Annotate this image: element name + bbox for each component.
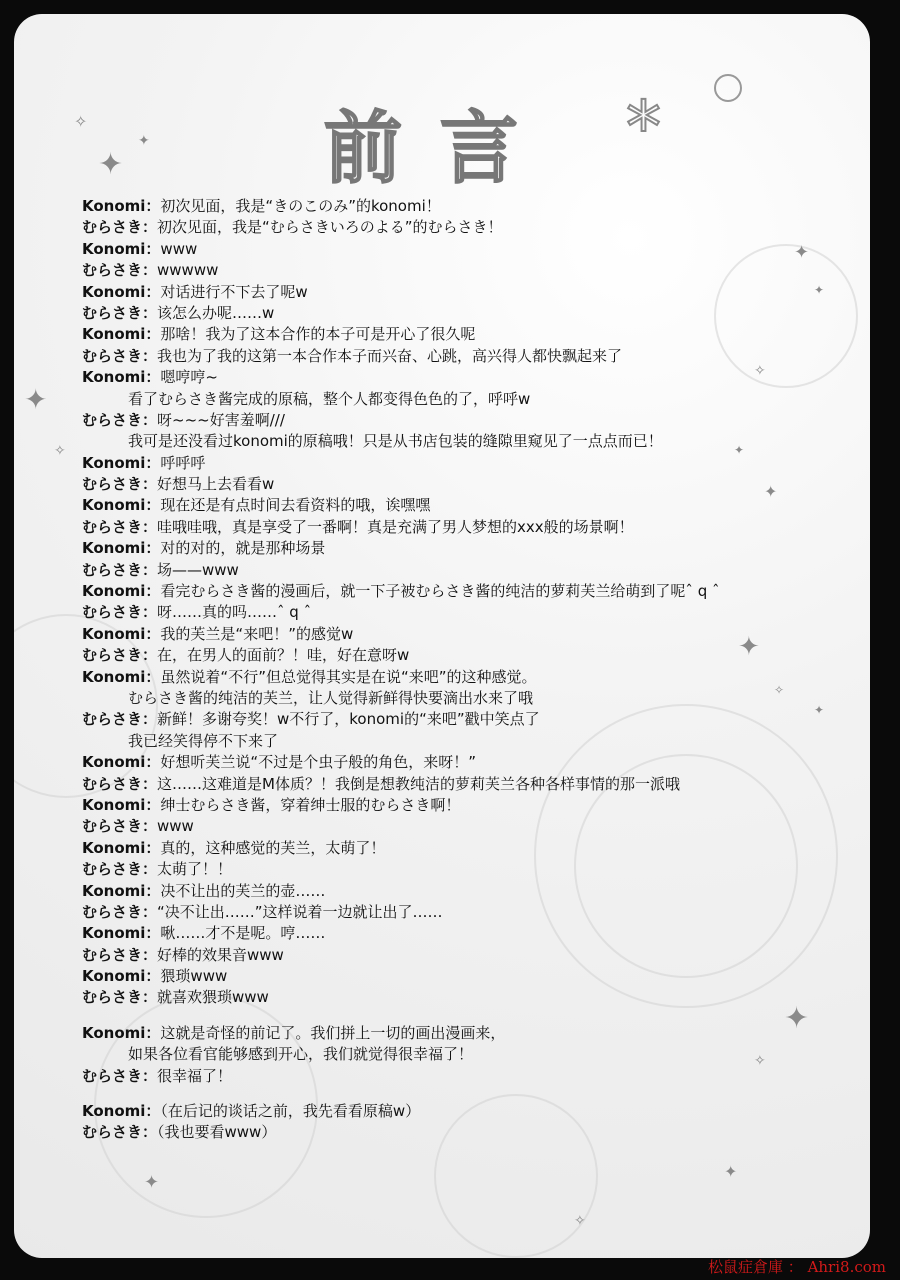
dialogue-text: むらさき酱的纯洁的芙兰，让人觉得新鲜得快要滴出水来了哦 <box>128 688 534 707</box>
dialogue-line <box>82 624 802 645</box>
speaker-label: Konomi： <box>82 753 161 772</box>
dialogue-text: 初次见面，我是“きのこのみ”的konomi！ <box>160 197 441 215</box>
speaker-label: Konomi： <box>82 496 161 515</box>
dialogue-text: 呀……真的吗……ˆ q ˆ <box>157 603 312 622</box>
dialogue-text: 决不让出的芙兰的壶…… <box>160 881 326 900</box>
dialogue-text: 就喜欢猥琐www <box>157 988 269 1007</box>
speaker-label: むらさき： <box>82 218 158 237</box>
speaker-label: Konomi： <box>82 624 161 643</box>
dialogue-text: 很幸福了！ <box>157 1066 233 1085</box>
speaker-label: Konomi： <box>82 838 161 857</box>
dialogue-line <box>82 303 802 324</box>
sparkle-icon: ✧ <box>74 112 88 131</box>
sparkle-icon: ✧ <box>574 1213 586 1229</box>
dialogue-line <box>82 795 802 816</box>
dialogue-text: “决不让出……”这样说着一边就让出了…… <box>157 902 443 921</box>
sparkle-icon: ✦ <box>144 1172 160 1193</box>
dialogue-text: 我可是还没看过konomi的原稿哦！只是从书店包装的缝隙里窥见了一点点而已！ <box>128 432 663 451</box>
speaker-label: Konomi： <box>82 239 161 258</box>
dialogue-line <box>82 346 802 367</box>
dialogue-line <box>82 1066 802 1087</box>
dialogue-line <box>82 966 802 987</box>
dialogue-line <box>82 1122 802 1143</box>
speaker-label: むらさき： <box>82 1066 158 1085</box>
sparkle-icon: ✦ <box>814 703 825 717</box>
dialogue-line <box>82 260 802 281</box>
ring-icon <box>714 74 742 102</box>
dialogue-text: 虽然说着“不行”但总觉得其实是在说“来吧”的这种感觉。 <box>160 667 537 686</box>
sparkle-icon: ✦ <box>24 383 48 416</box>
speaker-label: むらさき： <box>82 646 158 665</box>
dialogue-line <box>82 774 802 795</box>
dialogue-text: 那啥！我为了这本合作的本子可是开心了很久呢 <box>160 325 476 344</box>
speaker-label: むらさき： <box>82 860 158 879</box>
dialogue-text: 看了むらさき酱完成的原稿，整个人都变得色色的了，呼呼w <box>128 389 531 408</box>
speaker-label: むらさき： <box>82 945 158 964</box>
dialogue-text: wwwww <box>157 261 219 280</box>
dialogue-text: 对话进行不下去了呢w <box>160 282 308 301</box>
sparkle-icon: ✦ <box>98 147 124 182</box>
sparkle-icon: ✦ <box>724 1162 738 1181</box>
dialogue-line <box>82 688 802 709</box>
star-icon: * <box>626 86 661 168</box>
dialogue-line <box>82 560 802 581</box>
dialogue-line <box>82 667 802 688</box>
speaker-label: むらさき： <box>82 346 158 365</box>
speaker-label: むらさき： <box>82 774 158 793</box>
sparkle-icon: ✧ <box>754 1053 766 1069</box>
dialogue-text: 好想马上去看看w <box>157 475 275 494</box>
dialogue-text: 该怎么办呢……w <box>157 303 275 322</box>
dialogue-line <box>82 581 802 602</box>
speaker-label: むらさき： <box>82 902 158 921</box>
dialogue-text: 好棒的效果音www <box>157 945 284 964</box>
sparkle-icon: ✧ <box>54 443 66 459</box>
dialogue-line <box>82 816 802 837</box>
speaker-label: むらさき： <box>82 410 158 429</box>
dialogue-text: 哇哦哇哦，真是享受了一番啊！真是充满了男人梦想的xxx般的场景啊！ <box>157 517 634 536</box>
dialogue-line <box>82 324 802 345</box>
dialogue-text: （在后记的谈话之前，我先看看原稿w） <box>160 1102 421 1121</box>
sparkle-icon: ✦ <box>814 283 825 297</box>
dialogue-text: 现在还是有点时间去看资料的哦，诶嘿嘿 <box>160 496 431 515</box>
dialogue-text: 对的对的，就是那种场景 <box>160 539 326 558</box>
speaker-label: Konomi： <box>82 924 161 943</box>
speaker-label: むらさき： <box>82 817 158 836</box>
page-title: 前言 <box>324 103 557 194</box>
speaker-label: Konomi： <box>82 582 161 601</box>
dialogue-text: 啾……才不是呢。哼…… <box>160 924 326 943</box>
dialogue-line <box>82 902 802 923</box>
speaker-label: むらさき： <box>82 517 158 536</box>
dialogue-line <box>82 1101 802 1122</box>
paragraph-gap <box>82 1087 802 1101</box>
dialogue-line <box>82 859 802 880</box>
sparkle-icon: ✧ <box>774 683 785 697</box>
dialogue-text: 新鲜！多谢夸奖！w不行了，konomi的“来吧”戳中笑点了 <box>157 710 540 729</box>
speaker-label: Konomi： <box>82 1102 161 1121</box>
dialogue-line <box>82 987 802 1008</box>
dialogue-text: www <box>157 817 194 836</box>
dialogue-text: 呀~~~好害羞啊/// <box>157 410 285 429</box>
dialogue-line <box>82 517 802 538</box>
dialogue-line <box>82 538 802 559</box>
dialogue-line <box>82 923 802 944</box>
dialogue-line <box>82 196 802 217</box>
dialogue-list <box>82 196 802 1144</box>
dialogue-line <box>82 945 802 966</box>
dialogue-line <box>82 389 802 410</box>
dialogue-text: （我也要看www） <box>157 1123 277 1142</box>
dialogue-line <box>82 838 802 859</box>
dialogue-line <box>82 645 802 666</box>
dialogue-line <box>82 602 802 623</box>
speaker-label: Konomi： <box>82 967 161 986</box>
dialogue-text: 真的，这种感觉的芙兰，太萌了！ <box>160 838 386 857</box>
dialogue-text: 如果各位看官能够感到开心，我们就觉得很幸福了！ <box>128 1045 474 1064</box>
sparkle-icon: ✦ <box>764 482 778 501</box>
dialogue-line <box>82 1023 802 1044</box>
speaker-label: むらさき： <box>82 475 158 494</box>
speaker-label: むらさき： <box>82 710 158 729</box>
dialogue-text: 太萌了！！ <box>157 860 233 879</box>
dialogue-line <box>82 1044 802 1065</box>
dialogue-line <box>82 709 802 730</box>
speaker-label: Konomi： <box>82 325 161 344</box>
watermark: 松鼠症倉庫 ： Ahri8.com <box>708 1258 886 1276</box>
dialogue-text: 看完むらさき酱的漫画后，就一下子被むらさき酱的纯洁的萝莉芙兰给萌到了呢ˆ q ˆ <box>160 582 720 601</box>
sparkle-icon: ✧ <box>754 363 766 379</box>
dialogue-text: 绅士むらさき酱，穿着绅士服的むらさき啊！ <box>160 795 461 814</box>
speaker-label: Konomi： <box>82 795 161 814</box>
dialogue-text: 呼呼呼 <box>160 453 206 472</box>
dialogue-text: www <box>160 239 198 258</box>
speaker-label: Konomi： <box>82 368 161 387</box>
dialogue-text: 这就是奇怪的前记了。我们拼上一切的画出漫画来， <box>160 1023 506 1042</box>
dialogue-line <box>82 474 802 495</box>
speaker-label: Konomi： <box>82 1023 161 1042</box>
dialogue-line <box>82 410 802 431</box>
dialogue-line <box>82 431 802 452</box>
speaker-label: Konomi： <box>82 881 161 900</box>
speaker-label: むらさき： <box>82 1123 158 1142</box>
dialogue-line <box>82 367 802 388</box>
dialogue-text: 我已经笑得停不下来了 <box>128 731 279 750</box>
dialogue-text: 在，在男人的面前？！哇，好在意呀w <box>157 646 410 665</box>
speaker-label: Konomi： <box>82 453 161 472</box>
sparkle-icon: ✦ <box>734 443 745 457</box>
speaker-label: Konomi： <box>82 667 161 686</box>
speaker-label: Konomi： <box>82 539 161 558</box>
sparkle-icon: ✦ <box>784 1001 810 1036</box>
dialogue-line <box>82 731 802 752</box>
dialogue-text: 好想听芙兰说“不过是个虫子般的角色，来呀！” <box>160 753 476 772</box>
dialogue-line <box>82 453 802 474</box>
dialogue-text: 我也为了我的这第一本合作本子而兴奋、心跳，高兴得人都快飘起来了 <box>157 346 623 365</box>
sparkle-icon: ✦ <box>738 632 760 662</box>
speaker-label: Konomi： <box>82 282 161 301</box>
speaker-label: むらさき： <box>82 988 158 1007</box>
dialogue-text: 这……这难道是M体质？！我倒是想教纯洁的萝莉芙兰各种各样事情的那一派哦 <box>157 774 680 793</box>
speaker-label: Konomi： <box>82 197 161 215</box>
dialogue-text: 场——www <box>157 560 239 579</box>
dialogue-text: 我的芙兰是“来吧！”的感觉w <box>160 624 354 643</box>
dialogue-text: 嗯哼哼~ <box>160 368 218 387</box>
sparkle-icon: ✦ <box>794 242 810 263</box>
dialogue-line <box>82 282 802 303</box>
dialogue-line <box>82 752 802 773</box>
dialogue-line <box>82 239 802 260</box>
dialogue-text: 猥琐www <box>160 967 228 986</box>
speaker-label: むらさき： <box>82 560 158 579</box>
dialogue-line <box>82 881 802 902</box>
dialogue-text: 初次见面，我是“むらさきいろのよる”的むらさき！ <box>157 218 503 237</box>
dialogue-line <box>82 217 802 238</box>
speaker-label: むらさき： <box>82 303 158 322</box>
speaker-label: むらさき： <box>82 261 158 280</box>
speaker-label: むらさき： <box>82 603 158 622</box>
sparkle-icon: ✦ <box>138 133 150 149</box>
paragraph-gap <box>82 1009 802 1023</box>
dialogue-line <box>82 495 802 516</box>
